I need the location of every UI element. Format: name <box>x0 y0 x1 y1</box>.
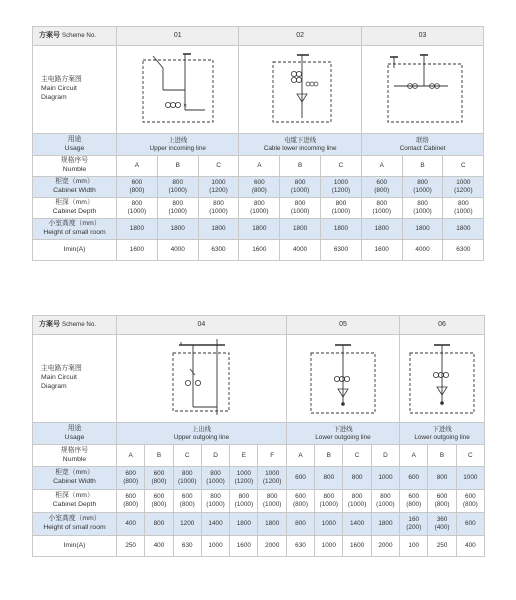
scheme-06: 06 <box>400 316 485 335</box>
value-main: 800 <box>294 200 306 207</box>
value-main: 600 <box>408 493 420 500</box>
value-cell: 250 <box>428 536 456 557</box>
value-main: 1200 <box>180 520 195 527</box>
value-main: 600 <box>125 493 136 500</box>
value-main: 800 <box>295 520 306 527</box>
value-main: 1000 <box>321 520 336 527</box>
value-main: 600 <box>125 470 136 477</box>
value-cell <box>371 490 399 513</box>
value-cell: 4000 <box>157 240 198 261</box>
value-cell <box>258 467 286 490</box>
imin-row <box>33 536 485 557</box>
value-cell <box>117 198 158 219</box>
value-alt: (1000) <box>206 478 225 485</box>
value-alt: (1200) <box>454 187 473 194</box>
value-alt: (800) <box>293 501 308 508</box>
value-main: 600 <box>131 179 143 186</box>
value-cell: 4000 <box>280 240 321 261</box>
usage-label: 用途 Usage <box>33 423 117 445</box>
value-cell <box>400 467 428 490</box>
value-cell <box>315 467 343 490</box>
value-main: 600 <box>465 520 476 527</box>
width-row <box>33 177 484 198</box>
value-main: 800 <box>238 493 250 500</box>
circuit-diagram-01-svg <box>123 50 233 130</box>
numble-row <box>33 156 484 177</box>
value-cell <box>173 467 201 490</box>
circuit-diagram-04 <box>117 335 287 423</box>
value-main: 800 <box>153 520 165 527</box>
value-main: 1000 <box>333 179 349 186</box>
value-main: 360 <box>436 516 448 523</box>
value-main: 1800 <box>236 520 251 527</box>
value-cell <box>239 177 280 198</box>
diagram-label: 主电路方案图 Main Circuit Diagram <box>33 46 117 134</box>
value-cell: A <box>117 445 145 467</box>
value-cell <box>145 513 173 536</box>
circuit-diagram-06-svg <box>400 339 484 419</box>
value-cell <box>443 198 484 219</box>
value-cell <box>230 513 258 536</box>
value-main: 1800 <box>378 520 393 527</box>
value-cell: 1800 <box>157 219 198 240</box>
value-main: 800 <box>131 200 143 207</box>
value-alt: (800) <box>179 501 195 508</box>
value-cell: C <box>343 445 371 467</box>
value-cell: B <box>402 156 443 177</box>
value-cell: A <box>361 156 402 177</box>
value-cell: C <box>173 445 201 467</box>
depth-label: 柜深（mm） Cabinet Depth <box>33 490 117 513</box>
value-alt: (800) <box>129 187 145 194</box>
value-alt: (1000) <box>347 501 367 508</box>
value-main: 1000 <box>265 470 280 477</box>
value-cell: 630 <box>173 536 201 557</box>
height-row <box>33 219 484 240</box>
value-main: 600 <box>408 474 420 481</box>
value-cell <box>361 177 402 198</box>
value-cell <box>230 467 258 490</box>
value-cell: 2000 <box>371 536 399 557</box>
value-main: 600 <box>376 179 388 186</box>
value-main: 1800 <box>265 520 280 527</box>
value-cell: 100 <box>400 536 428 557</box>
value-cell <box>361 198 402 219</box>
value-alt: (1000) <box>250 208 269 215</box>
value-cell <box>371 513 399 536</box>
diagram-label: 主电路方案图 Main Circuit Diagram <box>33 335 117 423</box>
value-cell <box>198 198 239 219</box>
value-main: 800 <box>323 474 335 481</box>
svg-text:✕: ✕ <box>182 102 187 109</box>
depth-row <box>33 490 485 513</box>
scheme-table-1 <box>32 26 484 261</box>
circuit-diagram-01 <box>117 46 239 134</box>
value-cell <box>258 490 286 513</box>
value-main: 600 <box>253 179 265 186</box>
value-cell <box>117 490 145 513</box>
value-cell <box>117 177 158 198</box>
value-main: 600 <box>465 493 476 500</box>
value-alt: (1000) <box>127 208 147 215</box>
value-cell <box>286 467 314 490</box>
value-cell <box>239 198 280 219</box>
value-main: 800 <box>351 493 363 500</box>
value-cell <box>402 177 443 198</box>
value-alt: (1000) <box>178 478 197 485</box>
scheme-05: 05 <box>286 316 399 335</box>
value-cell: E <box>230 445 258 467</box>
value-alt: (800) <box>123 478 139 485</box>
value-main: 1000 <box>211 179 226 186</box>
width-label: 柜宽（mm） Cabinet Width <box>33 467 117 490</box>
value-cell <box>280 198 321 219</box>
value-cell: 4000 <box>402 240 443 261</box>
value-main: 160 <box>408 516 420 523</box>
value-main: 800 <box>210 470 221 477</box>
value-main: 600 <box>436 493 448 500</box>
usage-01: 上进线 Upper incoming line <box>117 134 239 156</box>
value-alt: (800) <box>123 501 139 508</box>
value-cell <box>371 467 399 490</box>
depth-row <box>33 198 484 219</box>
value-alt: (1000) <box>206 501 225 508</box>
value-cell: 1600 <box>117 240 158 261</box>
value-cell: 1800 <box>361 219 402 240</box>
value-main: 800 <box>253 200 265 207</box>
value-cell: 2000 <box>258 536 286 557</box>
numble-label: 规格序号 Numble <box>33 445 117 467</box>
value-alt: (1000) <box>413 208 432 215</box>
value-alt: (1200) <box>234 478 254 485</box>
value-cell <box>173 490 201 513</box>
circuit-diagram-05 <box>286 335 399 423</box>
value-cell <box>456 513 484 536</box>
circuit-diagram-05-svg <box>287 339 399 419</box>
value-cell <box>315 490 343 513</box>
value-cell: C <box>456 445 484 467</box>
usage-03: 联络 Contact Cabinet <box>361 134 483 156</box>
scheme-label: 方案号 Scheme No. <box>33 316 117 335</box>
depth-label: 柜深（mm） Cabinet Depth <box>33 198 117 219</box>
value-cell <box>456 467 484 490</box>
value-main: 800 <box>172 179 184 186</box>
value-cell: B <box>157 156 198 177</box>
value-main: 1000 <box>236 470 251 477</box>
value-main: 1000 <box>456 179 471 186</box>
value-cell: 400 <box>145 536 173 557</box>
value-cell: B <box>145 445 173 467</box>
value-cell <box>173 513 201 536</box>
value-alt: (1000) <box>376 501 395 508</box>
value-main: 800 <box>376 200 388 207</box>
value-cell: 1000 <box>201 536 229 557</box>
value-cell <box>315 513 343 536</box>
value-main: 800 <box>335 200 347 207</box>
usage-label: 用途 Usage <box>33 134 117 156</box>
value-alt: (800) <box>462 501 478 508</box>
value-main: 800 <box>294 179 306 186</box>
value-alt: (1200) <box>331 187 351 194</box>
numble-label: 规格序号 Numble <box>33 156 117 177</box>
value-cell <box>400 513 428 536</box>
value-cell: D <box>201 445 229 467</box>
value-cell <box>258 513 286 536</box>
value-main: 800 <box>417 200 428 207</box>
value-main: 600 <box>295 474 306 481</box>
usage-02: 电缆下进线 Cable lower incoming line <box>239 134 361 156</box>
value-cell: C <box>443 156 484 177</box>
scheme-02: 02 <box>239 27 361 46</box>
value-alt: (1000) <box>331 208 351 215</box>
value-main: 800 <box>323 493 335 500</box>
value-main: 600 <box>181 493 193 500</box>
value-cell <box>321 177 362 198</box>
usage-04: 上出线 Upper outgoing line <box>117 423 287 445</box>
value-alt: (800) <box>151 478 167 485</box>
scheme-row <box>33 316 485 335</box>
value-main: 1400 <box>349 520 365 527</box>
value-cell: 250 <box>117 536 145 557</box>
circuit-diagram-03 <box>361 46 483 134</box>
value-main: 800 <box>436 474 448 481</box>
value-cell: A <box>239 156 280 177</box>
value-cell <box>343 490 371 513</box>
scheme-table-2 <box>32 315 485 557</box>
value-main: 800 <box>458 200 469 207</box>
value-cell <box>428 513 456 536</box>
value-alt: (1000) <box>262 501 282 508</box>
height-label: 小室高度（mm） Height of small room <box>33 219 117 240</box>
value-main: 800 <box>417 179 428 186</box>
value-cell <box>280 177 321 198</box>
value-alt: (1000) <box>290 208 310 215</box>
scheme-row <box>33 27 484 46</box>
value-cell: B <box>428 445 456 467</box>
value-alt: (1000) <box>413 187 432 194</box>
value-cell <box>201 513 229 536</box>
value-cell: 1600 <box>361 240 402 261</box>
value-cell: A <box>117 156 158 177</box>
value-cell: A <box>400 445 428 467</box>
value-alt: (1000) <box>168 187 187 194</box>
diagram-row <box>33 46 484 134</box>
value-alt: (1000) <box>234 501 254 508</box>
value-cell <box>286 490 314 513</box>
usage-row <box>33 423 485 445</box>
value-cell: 1800 <box>198 219 239 240</box>
value-cell <box>117 467 145 490</box>
value-cell <box>145 490 173 513</box>
value-alt: (200) <box>406 524 422 531</box>
value-cell <box>201 467 229 490</box>
value-cell: 1600 <box>343 536 371 557</box>
value-cell: 1800 <box>239 219 280 240</box>
value-main: 1000 <box>463 474 478 481</box>
value-alt: (800) <box>374 187 390 194</box>
value-cell <box>443 177 484 198</box>
value-cell <box>343 513 371 536</box>
value-cell <box>157 177 198 198</box>
value-cell: C <box>321 156 362 177</box>
value-cell <box>428 467 456 490</box>
circuit-diagram-06 <box>400 335 485 423</box>
circuit-diagram-03-svg <box>368 50 478 130</box>
value-alt: (1000) <box>290 187 310 194</box>
value-main: 600 <box>153 493 165 500</box>
value-alt: (1000) <box>209 208 228 215</box>
value-cell: 630 <box>286 536 314 557</box>
usage-05: 下进线 Lower outgoing line <box>286 423 399 445</box>
value-cell: A <box>286 445 314 467</box>
value-cell: B <box>315 445 343 467</box>
circuit-diagram-02 <box>239 46 361 134</box>
value-cell: 1800 <box>321 219 362 240</box>
value-main: 800 <box>172 200 184 207</box>
value-cell: 1600 <box>230 536 258 557</box>
circuit-diagram-02-svg <box>245 50 355 130</box>
circuit-diagram-04-svg <box>121 339 281 419</box>
value-main: 1000 <box>378 474 393 481</box>
value-alt: (1000) <box>168 208 187 215</box>
scheme-label: 方案号 Scheme No. <box>33 27 117 46</box>
numble-row <box>33 445 485 467</box>
value-cell: F <box>258 445 286 467</box>
value-main: 800 <box>380 493 391 500</box>
value-cell <box>428 490 456 513</box>
value-cell <box>198 177 239 198</box>
value-cell <box>286 513 314 536</box>
value-cell: 1000 <box>315 536 343 557</box>
value-cell: 1800 <box>402 219 443 240</box>
value-cell <box>230 490 258 513</box>
value-main: 600 <box>295 493 306 500</box>
value-cell: 1800 <box>117 219 158 240</box>
value-alt: (800) <box>151 501 167 508</box>
diagram-row <box>33 335 485 423</box>
value-cell: 6300 <box>443 240 484 261</box>
value-cell: 400 <box>456 536 484 557</box>
value-cell <box>117 513 145 536</box>
value-alt: (1000) <box>319 501 339 508</box>
value-main: 800 <box>210 493 221 500</box>
scheme-03: 03 <box>361 27 483 46</box>
value-main: 800 <box>266 493 278 500</box>
value-alt: (1200) <box>262 478 282 485</box>
value-alt: (800) <box>406 501 422 508</box>
value-cell: 1800 <box>443 219 484 240</box>
usage-06: 下进线 Lower outgoing line <box>400 423 485 445</box>
value-main: 800 <box>181 470 193 477</box>
height-label: 小室高度（mm） Height of small room <box>33 513 117 536</box>
value-main: 1400 <box>208 520 223 527</box>
value-cell: 6300 <box>321 240 362 261</box>
value-cell: C <box>198 156 239 177</box>
value-alt: (1200) <box>209 187 228 194</box>
value-cell <box>402 198 443 219</box>
width-row <box>33 467 485 490</box>
value-cell <box>456 490 484 513</box>
value-main: 400 <box>125 520 136 527</box>
value-main: 600 <box>153 470 165 477</box>
value-cell <box>145 467 173 490</box>
imin-label: Imin(A) <box>33 240 117 261</box>
value-cell: B <box>280 156 321 177</box>
value-cell: 6300 <box>198 240 239 261</box>
value-cell: D <box>371 445 399 467</box>
width-label: 柜宽（mm） Cabinet Width <box>33 177 117 198</box>
value-cell <box>201 490 229 513</box>
value-alt: (800) <box>251 187 267 194</box>
imin-row <box>33 240 484 261</box>
value-cell: 1800 <box>280 219 321 240</box>
value-alt: (800) <box>434 501 450 508</box>
value-cell <box>400 490 428 513</box>
height-row <box>33 513 485 536</box>
scheme-04: 04 <box>117 316 287 335</box>
usage-row <box>33 134 484 156</box>
value-main: 800 <box>213 200 224 207</box>
value-cell <box>321 198 362 219</box>
value-cell <box>343 467 371 490</box>
value-alt: (1000) <box>454 208 473 215</box>
value-cell <box>157 198 198 219</box>
imin-label: Imin(A) <box>33 536 117 557</box>
value-alt: (1000) <box>372 208 391 215</box>
value-main: 800 <box>351 474 363 481</box>
scheme-01: 01 <box>117 27 239 46</box>
value-cell: 1600 <box>239 240 280 261</box>
value-alt: (400) <box>434 524 450 531</box>
